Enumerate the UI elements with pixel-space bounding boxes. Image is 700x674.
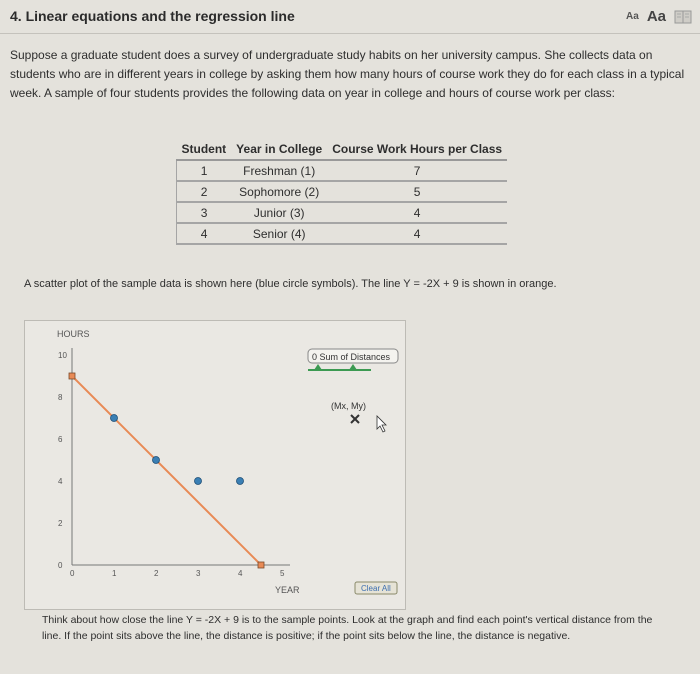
scatter-plot-svg (25, 321, 405, 609)
cell-student: 2 (177, 181, 232, 202)
x-tick-label: 3 (196, 569, 201, 578)
clear-all-label: Clear All (361, 584, 391, 593)
y-axis-label: HOURS (57, 329, 90, 339)
title-divider (0, 33, 700, 34)
y-tick-label: 6 (58, 435, 63, 444)
cell-hours: 7 (327, 160, 507, 181)
font-size-tools (626, 8, 692, 25)
line-handle-end[interactable] (258, 562, 264, 568)
regression-line[interactable] (72, 376, 261, 565)
cell-student: 3 (177, 202, 232, 223)
x-tick-label: 5 (280, 569, 285, 578)
data-point[interactable] (237, 478, 244, 485)
y-tick-label: 0 (58, 561, 63, 570)
data-point[interactable] (153, 457, 160, 464)
table-row (177, 160, 508, 181)
cell-student: 4 (177, 223, 232, 244)
cell-hours: 4 (327, 223, 507, 244)
data-table (176, 140, 507, 245)
increase-font-button[interactable]: Aa (646, 8, 666, 25)
decrease-font-button[interactable]: Aa (626, 11, 639, 22)
x-tick-label: 1 (112, 569, 117, 578)
distance-handle-right-icon[interactable] (349, 364, 357, 370)
scatter-plot-tool (24, 320, 406, 610)
instruction-paragraph: Think about how close the line Y = -2X + 9 is to the sample points. Look at the graph and find each point's vertical distance from the line. If the point sits above the line, the distance is positive; if the point sits below the line, the distance is negative. (42, 614, 653, 642)
line-handle-start[interactable] (69, 373, 75, 379)
table-row (177, 181, 508, 202)
y-tick-label: 8 (58, 393, 63, 402)
mean-point-marker-icon[interactable] (351, 415, 359, 423)
question-title: 4. Linear equations and the regression line (10, 8, 295, 24)
book-icon[interactable] (674, 9, 692, 25)
x-axis-label: YEAR (275, 585, 300, 595)
cell-year: Sophomore (2) (231, 181, 327, 202)
table-row (177, 223, 508, 244)
col-header-year: Year in College (231, 140, 327, 160)
col-header-student: Student (177, 140, 232, 160)
cell-year: Freshman (1) (231, 160, 327, 181)
col-header-hours: Course Work Hours per Class (327, 140, 507, 160)
y-tick-label: 4 (58, 477, 63, 486)
table-row (177, 202, 508, 223)
y-tick-label: 10 (58, 351, 67, 360)
table-header-row (177, 140, 508, 160)
mean-point-label: (Mx, My) (331, 401, 366, 411)
cell-year: Senior (4) (231, 223, 327, 244)
x-tick-label: 2 (154, 569, 159, 578)
cell-hours: 5 (327, 181, 507, 202)
data-point[interactable] (195, 478, 202, 485)
x-tick-label: 4 (238, 569, 243, 578)
scatter-description: A scatter plot of the sample data is shown here (blue circle symbols). The line Y = -2X + 9 is shown in orange. (24, 278, 557, 290)
cell-hours: 4 (327, 202, 507, 223)
cell-year: Junior (3) (231, 202, 327, 223)
intro-paragraph: Suppose a graduate student does a survey of undergraduate study habits on her university campus. She collects data on students who are in different years in college by asking them how many hours of course work they do for each class in a typical week. A sample of four students provides the following data on year in college and hours of course work per class: (10, 48, 685, 100)
x-tick-label: 0 (70, 569, 75, 578)
y-tick-label: 2 (58, 519, 63, 528)
distance-handle-left-icon[interactable] (314, 364, 322, 370)
data-point[interactable] (111, 415, 118, 422)
sum-of-distances-label: 0 Sum of Distances (312, 352, 391, 362)
cell-student: 1 (177, 160, 232, 181)
cursor-arrow-icon (377, 416, 386, 432)
